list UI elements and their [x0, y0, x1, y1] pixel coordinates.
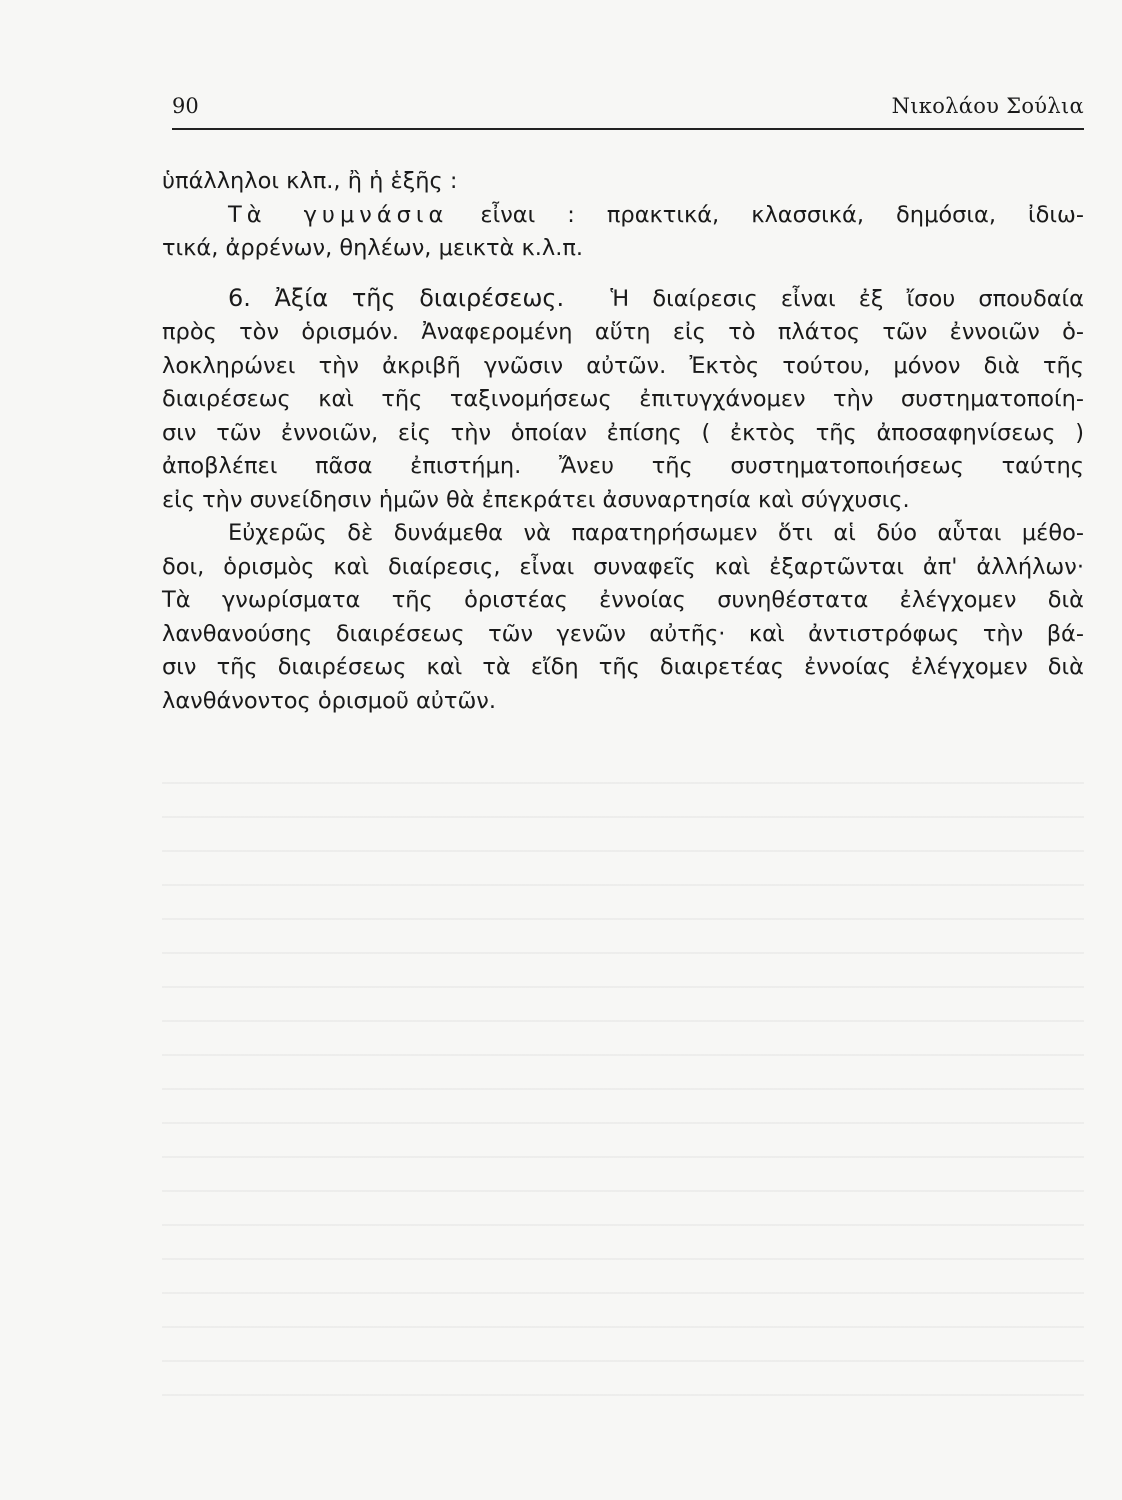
text-line: διαιρέσεως καὶ τῆς ταξινομήσεως ἐπιτυγχάνομεν τὴν συστηματοποίη-	[162, 386, 1084, 412]
show-through-texture	[162, 760, 1084, 1420]
text-line-rest: εἶναι : πρακτικά, κλασσικά, δημόσια, ἰδιω-	[480, 201, 1084, 228]
spaced-term: Τὰ γυμνάσια	[228, 201, 449, 228]
section-heading: 6. Ἀξία τῆς διαιρέσεως.	[228, 283, 565, 312]
text-line-rest: Ἡ διαίρεσις εἶναι ἐξ ἴσου σπουδαία	[610, 285, 1084, 312]
text-line: τικά, ἀρρένων, θηλέων, μεικτὰ κ.λ.π.	[162, 235, 584, 261]
text-line: λανθανούσης διαιρέσεως τῶν γενῶν αὐτῆς· καὶ ἀντιστρόφως τὴν βά-	[162, 620, 1084, 647]
text-line	[162, 199, 1084, 233]
text-line: Εὐχερῶς δὲ δυνάμεθα νὰ παρατηρήσωμεν ὅτι αἱ δύο αὗται μέθο-	[228, 520, 1084, 546]
text-line: εἰς τὴν συνείδησιν ἡμῶν θὰ ἐπεκράτει ἀσυναρτησία καὶ σύγχυσις.	[162, 486, 910, 513]
section-first-line	[162, 282, 1084, 317]
text-line: Τὰ γνωρίσματα τῆς ὁριστέας ἐννοίας συνηθέστατα ἐλέγχομεν διὰ	[162, 587, 1084, 613]
text-line: ἀποβλέπει πᾶσα ἐπιστήμη. Ἄνευ τῆς συστηματοποιήσεως ταύτης	[162, 453, 1084, 479]
text-line: λοκληρώνει τὴν ἀκριβῆ γνῶσιν αὐτῶν. Ἐκτὸς τούτου, μόνον διὰ τῆς	[162, 352, 1084, 379]
body-text	[162, 165, 1084, 718]
page-number: 90	[172, 94, 199, 118]
text-line: ὑπάλληλοι κλπ., ἢ ἡ ἑξῆς :	[162, 168, 458, 194]
page-header	[172, 92, 1084, 130]
text-line: σιν τῶν ἐννοιῶν, εἰς τὴν ὁποίαν ἐπίσης ( ἐκτὸς τῆς ἀποσαφηνίσεως )	[162, 419, 1084, 446]
text-line: πρὸς τὸν ὁρισμόν. Ἀναφερομένη αὕτη εἰς τὸ πλάτος τῶν ἐννοιῶν ὁ-	[162, 319, 1084, 345]
text-line: δοι, ὁρισμὸς καὶ διαίρεσις, εἶναι συναφεῖς καὶ ἐξαρτῶνται ἀπ' ἀλλήλων·	[162, 553, 1084, 580]
running-head: Νικολάου Σούλια	[891, 94, 1084, 118]
text-line: σιν τῆς διαιρέσεως καὶ τὰ εἴδη τῆς διαιρετέας ἐννοίας ἐλέγχομεν διὰ	[162, 654, 1084, 680]
text-line: λανθάνοντος ὁρισμοῦ αὐτῶν.	[162, 687, 497, 714]
